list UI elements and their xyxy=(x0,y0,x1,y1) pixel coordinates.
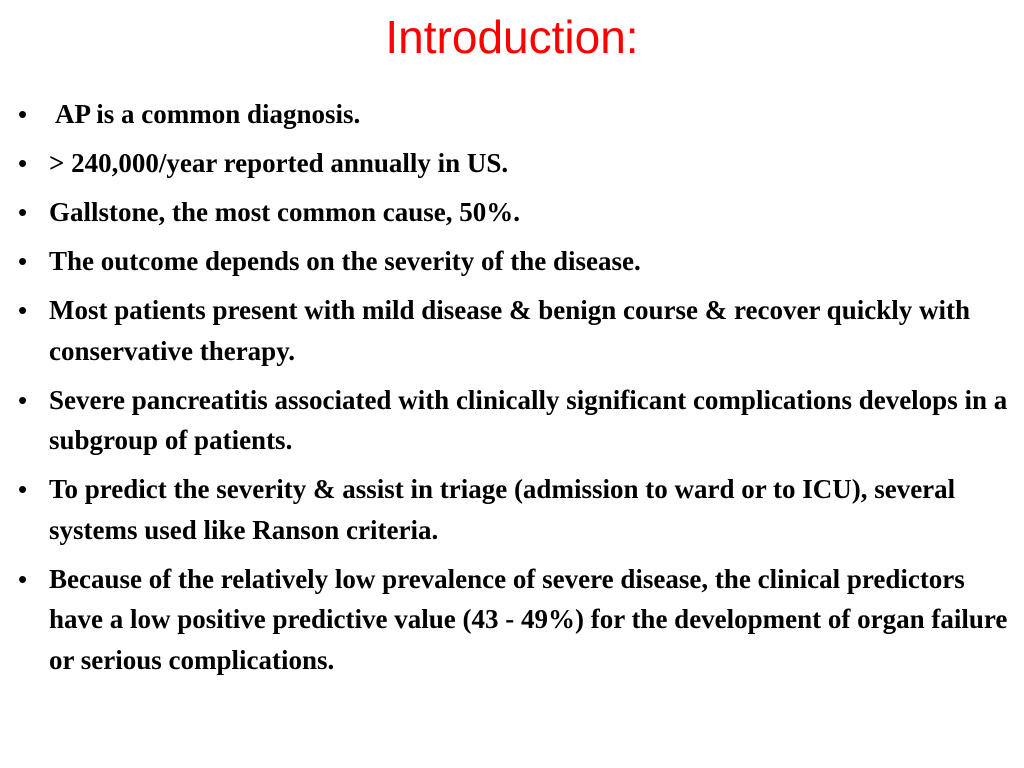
bullet-item xyxy=(18,559,1008,681)
bullet-dot-icon: • xyxy=(18,246,28,276)
bullet-item xyxy=(18,94,1008,135)
bullet-text: Severe pancreatitis associated with clinically significant complications develops in a subgroup of patients. xyxy=(49,384,1008,455)
bullet-dot-icon: • xyxy=(18,474,28,504)
bullet-text: Most patients present with mild disease & benign course & recover quickly with conservative therapy. xyxy=(49,295,970,366)
bullet-dot-icon: • xyxy=(18,99,28,129)
bullet-text: Because of the relatively low prevalence of severe disease, the clinical predictors have a low positive predictive value (43 - 49%) for the development of organ failure or serious complications. xyxy=(49,563,1008,675)
bullet-item xyxy=(18,380,1008,461)
bullet-dot-icon: • xyxy=(18,384,28,415)
bullet-item xyxy=(18,241,1008,282)
bullet-item xyxy=(18,469,1008,550)
bullet-dot-icon: • xyxy=(18,563,28,594)
bullet-dot-icon: • xyxy=(18,148,28,178)
bullet-text: AP is a common diagnosis. xyxy=(55,99,361,129)
bullet-dot-icon: • xyxy=(18,197,28,227)
bullet-item xyxy=(18,143,1008,184)
slide-title: Introduction: xyxy=(385,11,639,63)
bullet-text: Gallstone, the most common cause, 50%. xyxy=(49,197,520,227)
bullet-list xyxy=(18,94,1008,689)
bullet-text: > 240,000/year reported annually in US. xyxy=(49,148,509,178)
bullet-item xyxy=(18,192,1008,233)
bullet-dot-icon: • xyxy=(18,295,28,325)
bullet-text: The outcome depends on the severity of the disease. xyxy=(49,246,641,276)
bullet-text: To predict the severity & assist in triage (admission to ward or to ICU), several systems used like Ranson criteria. xyxy=(49,474,956,545)
bullet-item xyxy=(18,290,1008,371)
